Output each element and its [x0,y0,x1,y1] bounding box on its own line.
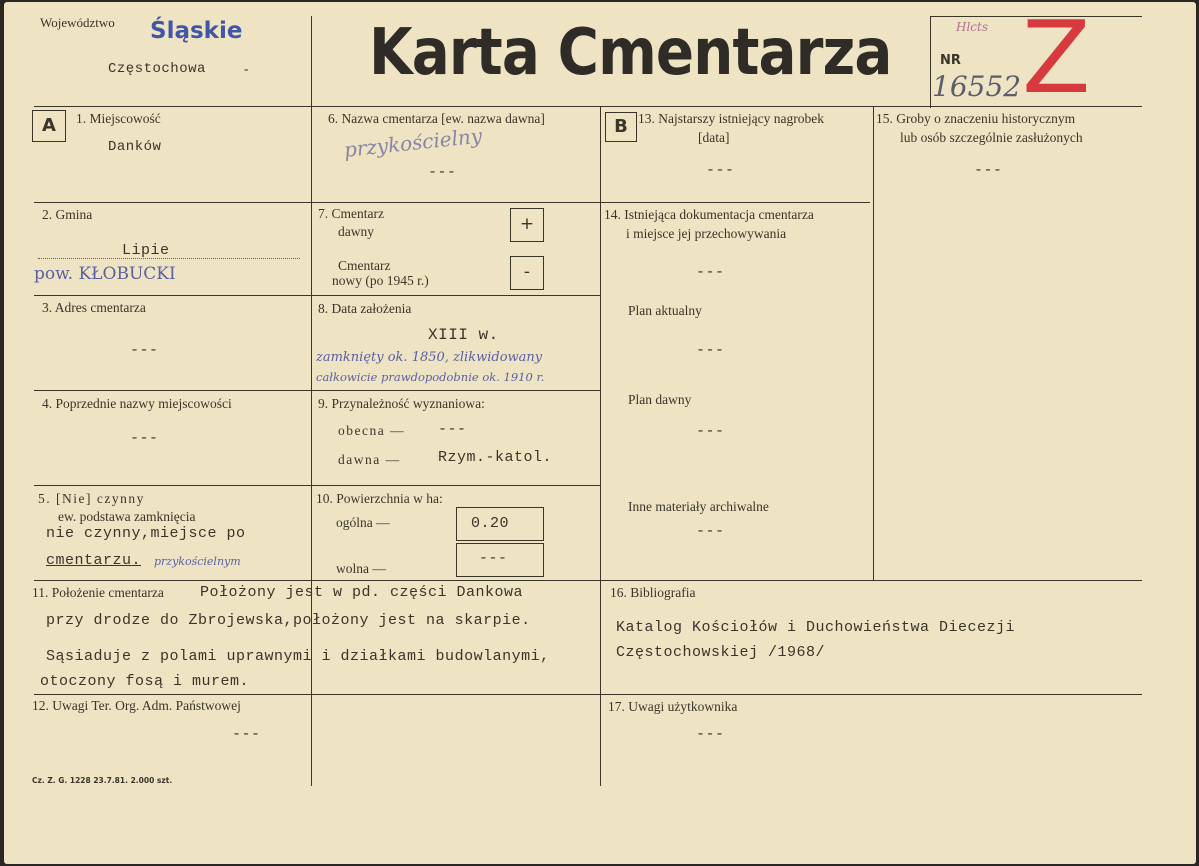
field-7-dawny-label: dawny [338,224,374,239]
field-16-line-1: Katalog Kościołów i Duchowieństwa Diecezji [616,619,1016,636]
city-name: Częstochowa [108,61,206,77]
field-10-total-box[interactable] [456,507,544,541]
field-10-total-value: 0.20 [471,515,510,532]
field-2-label: 2. Gmina [42,207,93,222]
field-15-label: 15. Groby o znaczeniu historycznym [876,111,1076,126]
field-5-value-line-2: cmentarzu. [46,552,142,569]
field-11-line-4: otoczony fosą i murem. [40,673,250,690]
other-materials-label: Inne materiały archiwalne [628,499,769,514]
field-8-handwritten-line-1: zamknięty ok. 1850, zlikwidowany [316,350,543,365]
field-7-dawny-checkbox[interactable]: + [510,208,544,242]
field-5-value-line-1: nie czynny,miejsce po [46,525,246,542]
field-16-label: 16. Bibliografia [610,585,696,600]
nr-value: 16552 [932,70,1022,103]
section-b-letter: B [605,112,637,142]
field-14-value: --- [696,264,725,281]
field-9-label: 9. Przynależność wyznaniowa: [318,396,485,411]
field-1-label: 1. Miejscowość [76,111,161,126]
field-16-line-2: Częstochowskiej /1968/ [616,644,826,661]
field-15-sublabel: lub osób szczególnie zasłużonych [900,130,1083,145]
field-13-label: 13. Najstarszy istniejący nagrobek [638,111,824,126]
field-10-label: 10. Powierzchnia w ha: [316,491,443,506]
field-9-former-value: Rzym.-katol. [438,449,553,466]
field-17-label: 17. Uwagi użytkownika [608,699,738,714]
field-8-label: 8. Data założenia [318,301,412,316]
field-11-line-2: przy drodze do Zbrojewska,położony jest na skarpie. [46,612,531,629]
field-6-value: --- [428,164,457,181]
field-10-free-value: --- [479,550,508,567]
field-6-label: 6. Nazwa cmentarza [ew. nazwa dawna] [328,111,545,126]
field-8-value: XIII w. [428,326,499,344]
field-11-label: 11. Położenie cmentarza [32,585,164,600]
plan-current-label: Plan aktualny [628,303,702,318]
field-7-nowy-checkbox[interactable]: - [510,256,544,290]
divider [311,16,312,786]
field-3-value: --- [130,342,159,359]
divider [34,106,1142,107]
field-11-line-3: Sąsiaduje z polami uprawnymi i działkami budowlanymi, [46,648,550,665]
plan-current-value: --- [696,342,725,359]
field-2-value: Lipie [122,242,170,259]
field-9-current-value: --- [438,421,467,438]
field-14-sublabel: i miejsce jej przechowywania [626,226,787,241]
dash-mark: - [244,61,249,76]
nr-annotation: Hlcts [956,20,989,34]
field-2-handwritten: pow. KŁOBUCKI [34,264,176,284]
field-15-value: --- [974,162,1003,179]
voivodeship-label: Województwo [40,15,115,30]
field-5-handwritten: przykościelnym [154,555,241,568]
category-mark: Z [1022,0,1091,116]
field-5-label: 5. [Nie] czynny [38,491,145,506]
divider [34,295,600,296]
field-12-value: --- [232,726,261,743]
field-9-current-label: obecna — [338,423,406,438]
divider [34,580,1142,581]
field-6-handwritten: przykościelny [342,123,484,162]
field-7-nowy-label: Cmentarz [338,258,391,273]
plan-old-label: Plan dawny [628,392,692,407]
other-materials-value: --- [696,523,725,540]
dotted-underline [38,258,300,259]
field-4-label: 4. Poprzednie nazwy miejscowości [42,396,232,411]
field-5-sublabel: ew. podstawa zamknięcia [58,509,196,524]
field-9-former-label: dawna — [338,452,401,467]
divider [873,106,874,580]
field-10-free-label: wolna — [336,561,386,576]
field-1-value: Danków [108,139,162,155]
section-a-letter: A [32,110,66,142]
field-10-total-label: ogólna — [336,515,390,530]
divider [930,16,931,108]
cemetery-record-card [4,2,1196,864]
nr-label: NR [940,53,961,68]
divider [34,390,600,391]
field-13-value: --- [706,162,735,179]
divider [600,694,1142,695]
divider [600,106,601,786]
plan-old-value: --- [696,423,725,440]
divider [34,202,870,203]
field-17-value: --- [696,726,725,743]
field-3-label: 3. Adres cmentarza [42,300,146,315]
field-13-sublabel: [data] [698,130,730,145]
divider [34,485,600,486]
print-info: Cz. Z. G. 1228 23.7.81. 2.000 szt. [32,776,173,785]
field-14-label: 14. Istniejąca dokumentacja cmentarza [604,207,814,222]
voivodeship-stamp: Śląskie [150,18,243,44]
field-11-line-1: Położony jest w pd. części Dankowa [200,584,524,601]
field-7-label: 7. Cmentarz [318,206,384,221]
divider [34,694,600,695]
field-4-value: --- [130,430,159,447]
page-title: Karta Cmentarza [369,16,892,90]
field-12-label: 12. Uwagi Ter. Org. Adm. Państwowej [32,698,241,713]
field-8-handwritten-line-2: całkowicie prawdopodobnie ok. 1910 r. [316,370,545,384]
field-7-nowy-sublabel: nowy (po 1945 r.) [332,273,429,288]
field-10-free-box[interactable] [456,543,544,577]
